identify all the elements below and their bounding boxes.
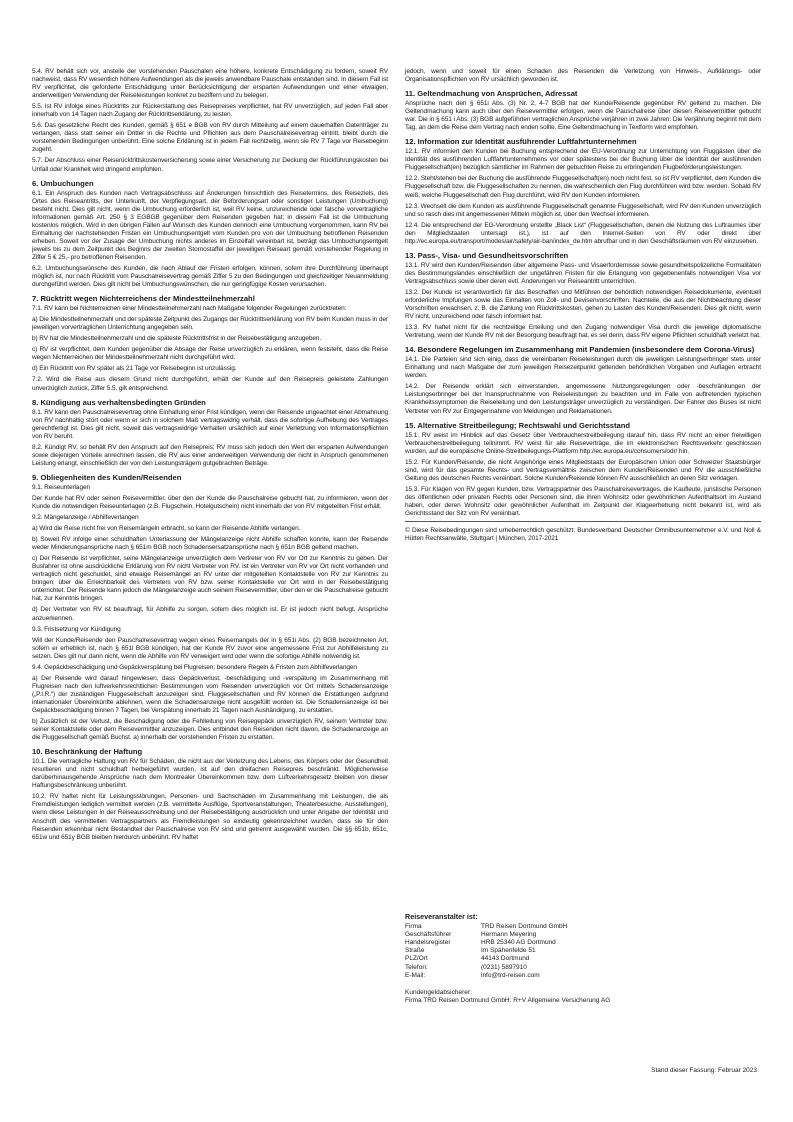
organizer-row	[405, 955, 567, 963]
organizer-block	[405, 913, 761, 1005]
paragraph: Ansprüche nach den § 651i Abs. (3) Nr. 2, 4-7 BGB hat der Kunde/Reisende gegenüber RV geltend zu machen. Die Geltendmachung kann auch über den Reisevermittler erfolgen, wenn die Pauschalreise über diesen Reisevermittler gebucht war. Die in § 651 i Abs. (3) BGB aufgeführten vertraglichen Ansprüche verjähren in zwei Jahren. Die Verjährung beginnt mit dem Tag, an dem die Reise dem Vertrag nach enden sollte. Eine Geltendmachung in Textform wird empfohlen.	[405, 100, 761, 132]
paragraph: 6.1. Ein Anspruch des Kunden nach Vertragsabschluss auf Änderungen hinsichtlich des Reisetermins, des Reiseziels, des Ortes des Reiseantritts, der Unterkunft, der Verpflegungsart, der Beförderungsart oder sonstiger Leistungen (Umbuchung) besteht nicht. Dies gilt nicht, wenn die Umbuchung erforderlich ist, weil RV keine, unzureichende oder falsche vorvertragliche Informationen gemäß Art. 250 § 3 EGBGB gegenüber dem Reisenden gegeben hat; in diesem Fall ist die Umbuchung kostenlos möglich. Wird in den übrigen Fällen auf Wunsch des Kunden dennoch eine Umbuchung vorgenommen, kann RV bei Einhaltung der nachstehenden Fristen ein Umbuchungsentgelt vom Kunden pro von der Umbuchung betroffenen Reisenden erheben. Soweit vor der Zusage der Umbuchung nichts anderes im Einzelfall vereinbart ist, beträgt das Umbuchungsentgelt jeweils bis zu dem Zeitpunkt des Beginns der zweiten Stornostaffel der jeweiligen Reiseart gemäß vorstehender Regelung in Ziffer 5 € 25,- pro betroffenen Reisenden.	[32, 189, 388, 261]
paragraph: 5.5. Ist RV infolge eines Rücktritts zur Rückerstattung des Reisepreises verpflichtet, hat RV unverzüglich, auf jeden Fall aber innerhalb von 14 Tagen nach Zugang der Rücktrittserklärung, zu leisten.	[32, 103, 388, 119]
paragraph: a) Die Mindestteilnehmerzahl und der späteste Zeitpunkt des Zugangs der Rücktrittserklärung von RV beim Kunden muss in der jeweiligen vorvertraglichen Unterrichtung angegeben sein.	[32, 316, 388, 332]
organizer-row	[405, 947, 567, 955]
paragraph: 13.3. RV haftet nicht für die rechtzeitige Erteilung und den Zugang notwendiger Visa durch die jeweilige diplomatische Vertretung, wenn der Kunde RV mit der Besorgung beauftragt hat, es sei denn, dass RV eigene Pflichten schuldhaft verletzt hat.	[405, 324, 761, 340]
paragraph: 13.1. RV wird den Kunden/Reisenden über allgemeine Pass- und Visaerfordernisse sowie gesundheitspolizeiliche Formalitäten des Bestimmungslandes einschließlich der ungefähren Fristen für die Erlangung von gegebenenfalls notwendigen Visa vor Vertragsabschluss sowie über deren evtl. Änderungen vor Reiseantritt unterrichten.	[405, 261, 761, 285]
paragraph: 12.2. Steht/stehen bei der Buchung die ausführende Fluggesellschaft(en) noch nicht fest, so ist RV verpflichtet, dem Kunden die Fluggesellschaft bzw. die Fluggesellschaften zu nennen, die wahrscheinlich den Flug durchführen wird bzw. werden. Sobald RV weiß, welche Fluggesellschaft den Flug durchführt, wird RV den Kunden informieren.	[405, 175, 761, 199]
paragraph: Der Kunde hat RV oder seinen Reisevermittler, über den der Kunde die Pauschalreise gebucht hat, zu informieren, wenn der Kunde die notwendigen Reiseunterlagen (z.B. Flugschein, Hotelgutschein) nicht innerhalb der von RV mitgeteilten Frist erhält.	[32, 494, 388, 510]
paragraph: b) Zusätzlich ist der Verlust, die Beschädigung oder die Fehlleitung von Reisegepäck unverzüglich RV, seinem Vertreter bzw. seiner Kontaktstelle oder dem Reisevermittler anzuzeigen. Dies entbindet den Reisenden nicht davon, die Schadenanzeige an die Fluggesellschaft gemäß Buchst. a) innerhalb der vorstehenden Fristen zu erstatten.	[32, 718, 388, 742]
paragraph: 12.4. Die entsprechend der EG-Verordnung erstellte „Black List“ (Fluggesellschaften, denen die Nutzung des Luftraumes über den Mitgliedstaaten untersagt ist.), ist auf den Internet-Seiten von RV oder direkt über http://ec.europa.eu/transport/modes/air/safety/air-ban/index_de.htm abrufbar und in den Geschäftsräumen von RV einzusehen.	[405, 221, 761, 245]
paragraph: Will der Kunde/Reisende den Pauschalreisevertrag wegen eines Reisemangels der in § 651i Abs. (2) BGB bezeichneten Art, sofern er erheblich ist, nach § 651l BGB kündigen, hat der Kunde RV zuvor eine angemessene Frist zur Abhilfeleistung zu setzen. Dies gilt nur dann nicht, wenn die Abhilfe von RV verweigert wird oder wenn die sofortige Abhilfe notwendig ist.	[32, 636, 388, 660]
organizer-key: Telefon:	[405, 963, 428, 971]
section-heading: 12. Information zur Identität ausführender Luftfahrtunternehmen	[405, 137, 637, 147]
paragraph: c) Der Reisende ist verpflichtet, seine Mängelanzeige unverzüglich dem Vertreter von RV vor Ort zur Kenntnis zu geben. Der Busfahrer ist ohne ausdrückliche Erklärung von RV nicht Vertreter von RV. Ist ein Vertreter von RV vor Ort nicht vorhanden und vertraglich nicht geschuldet, sind etwaige Reisemängel an RV unter der mitgeteilten Kontaktstelle von RV zur Kenntnis zu bringen; über die Erreichbarkeit des Vertreters von RV bzw. seiner Kontaktstelle vor Ort wird in der Reisebestätigung unterrichtet. Der Reisende kann jedoch die Mängelanzeige auch seinem Reisevermittler, über den er die Pauschalreise gebucht hat, zur Kenntnis bringen.	[32, 555, 388, 603]
section-heading: 7. Rücktritt wegen Nichterreichens der Mindestteilnehmerzahl	[32, 294, 255, 304]
organizer-key: Handelsregister	[405, 939, 451, 947]
paragraph: 7.1. RV kann bei Nichterreichen einer Mindestteilnehmerzahl nach Maßgabe folgender Regelungen zurücktreten:	[32, 305, 347, 313]
organizer-key: Geschäftsführer	[405, 931, 452, 939]
paragraph: 7.2. Wird die Reise aus diesem Grund nicht durchgeführt, erhält der Kunde auf den Reisepreis geleistete Zahlungen unverzüglich zurück, Ziffer 5.5. gilt entsprechend.	[32, 376, 388, 392]
paragraph: b) Soweit RV infolge einer schuldhaften Unterlassung der Mängelanzeige nicht Abhilfe schaffen konnte, kann der Reisende weder Minderungsansprüche nach § 651m BGB noch Schadensersatzansprüche nach § 651n BGB geltend machen.	[32, 536, 388, 552]
organizer-value: HRB 25340 AG Dortmund	[481, 939, 556, 947]
paragraph: 10.1. Die vertragliche Haftung von RV für Schäden, die nicht aus der Verletzung des Lebens, des Körpers oder der Gesundheit resultieren und nicht schuldhaft herbeigeführt wurden, ist auf den dreifachen Reisepreis beschränkt. Möglicherweise darüberhinausgehende Ansprüche nach dem Montrealer Übereinkommen bzw. dem Luftverkehrsgesetz bleiben von dieser Haftungsbeschränkung unberührt.	[32, 758, 388, 790]
paragraph: d) Der Vertreter von RV ist beauftragt, für Abhilfe zu sorgen, sofern dies möglich ist. Er ist jedoch nicht befugt, Ansprüche anzuerkennen.	[32, 606, 388, 622]
organizer-key: Straße	[405, 947, 425, 955]
organizer-table	[405, 923, 567, 980]
version-note: Stand dieser Fassung: Februar 2023	[651, 1067, 757, 1074]
section-heading: 14. Besondere Regelungen im Zusammenhang mit Pandemien (insbesondere dem Corona-Virus)	[405, 345, 755, 355]
paragraph: d) Ein Rücktritt von RV später als 21 Tage vor Reisebeginn ist unzulässig.	[32, 365, 237, 373]
paragraph: 12.1. RV informiert den Kunden bei Buchung entsprechend der EU-Verordnung zur Unterrichtung von Fluggästen über die Identität des ausführenden Luftfahrtunternehmens vor oder spätestens bei der Buchung über die Identität der ausführenden Fluggesellschaft(en) bezüglich sämtlicher im Rahmen der gebuchten Reise zu erbringenden Flugbeförderungsleistungen.	[405, 148, 761, 172]
paragraph: 15.2. Für Kunden/Reisende, die nicht Angehörige eines Mitgliedstaats der Europäischen Union oder Schweizer Staatsbürger sind, wird für das gesamte Rechts- und Vertragsverhältnis zwischen dem Kunden/Reisenden und RV die ausschließliche Geltung des deutschen Rechts vereinbart. Solche Kunden/Reisende können RV ausschließlich an deren Sitz verklagen.	[405, 458, 761, 482]
subsection-label: 9.1. Reiseunterlagen	[32, 483, 90, 491]
copyright-note: © Diese Reisebedingungen sind urheberrechtlich geschützt; Bundesverband Deutscher Omnibusunternehmer e.V. und Noll & Hütten Rechtsanwälte, Stuttgart | München, 2017-2021	[405, 521, 761, 543]
paragraph: 5.6. Das gesetzliche Recht des Kunden, gemäß § 651 e BGB von RV durch Mitteilung auf einem dauerhaften Datenträger zu verlangen, dass statt seiner ein Dritter in die Rechte und Pflichten aus dem Pauschalreisevertrag eintritt, bleibt durch die vorstehenden Bedingungen unberührt. Eine solche Erklärung ist in jedem Fall rechtzeitig, wenn sie RV 7 Tage vor Reisebeginn zugeht.	[32, 122, 388, 154]
paragraph: 12.3. Wechselt die dem Kunden als ausführende Fluggesellschaft genannte Fluggesellschaft, wird RV den Kunden unverzüglich und so rasch dies mit angemessenen Mitteln möglich ist, über den Wechsel informieren.	[405, 202, 761, 218]
paragraph: 5.4. RV behält sich vor, anstelle der vorstehenden Pauschalen eine höhere, konkrete Entschädigung zu fordern, soweit RV nachweist, dass RV wesentlich höhere Aufwendungen als die jeweils anwendbare Pauschale entstanden sind. In diesem Fall ist RV verpflichtet, die geforderte Entschädigung unter Berücksichtigung der ersparten Aufwendungen und einer etwaigen, anderweitigen Verwendung der Reiseleistungen konkret zu beziffern und zu belegen.	[32, 68, 388, 100]
paragraph: 13.2. Der Kunde ist verantwortlich für das Beschaffen und Mitführen der behördlich notwendigen Reisedokumente, eventuell erforderliche Impfungen sowie das Einhalten von Zoll- und Devisenvorschriften. Nachteile, die aus der Nichtbeachtung dieser Vorschriften erwachsen, z. B. die Zahlung von Rücktrittskosten, gehen zu Lasten des Kunden/Reisenden. Dies gilt nicht, wenn RV nicht, unzureichend oder falsch informiert hat.	[405, 288, 761, 321]
organizer-row	[405, 931, 567, 939]
section-heading: 10. Beschränkung der Haftung	[32, 747, 143, 757]
organizer-key: PLZ/Ort	[405, 955, 428, 963]
organizer-row	[405, 923, 567, 931]
paragraph: 9.4. Gepäckbeschädigung und Gepäckverspätung bei Flugreisen; besondere Regeln & Fristen zum Abhilfeverlangen	[32, 663, 357, 671]
organizer-value: TRD Reisen Dortmund GmbH	[481, 923, 568, 931]
organizer-key: Firma	[405, 923, 422, 931]
organizer-value: 44143 Dortmund	[481, 955, 530, 963]
section-heading: 13. Pass-, Visa- und Gesundheitsvorschriften	[405, 250, 569, 260]
section-heading: 15. Alternative Streitbeilegung; Rechtswahl und Gerichtsstand	[405, 420, 631, 430]
paragraph: 15.1. RV weist im Hinblick auf das Gesetz über Verbraucherstreitbeilegung darauf hin, dass RV nicht an einer freiwilligen Verbraucherstreitbeilegung teilnimmt. RV weist für alle Reiseverträge, die im elektronischen Rechtsverkehr geschlossen wurden, auf die europäische Online-Streitbeilegungs-Plattform http://ec.europa.eu/consumers/odr/ hin.	[405, 431, 761, 455]
paragraph: c) RV ist verpflichtet, dem Kunden gegenüber die Absage der Reise unverzüglich zu erklären, wenn feststeht, dass die Reise wegen Nichterreichen der Mindestteilnehmerzahl nicht durchgeführt wird.	[32, 346, 388, 362]
organizer-value: Hermann Meyering	[481, 931, 537, 939]
paragraph: 14.1. Die Parteien sind sich einig, dass die vereinbarten Reiseleistungen durch die jeweiligen Leistungserbringer stets unter Einhaltung und nach Maßgabe der zum jeweiligen Reisezeitpunkt geltenden behördlichen Vorgaben und Auflagen erbracht werden.	[405, 356, 761, 380]
organizer-value: Im Spähenfelde 51	[481, 947, 536, 955]
section-heading: 11. Geltendmachung von Ansprüchen, Adressat	[405, 89, 578, 99]
paragraph: 5.7. Der Abschluss einer Reiserücktrittskostenversicherung sowie einer Versicherung zur Deckung der Rückführungskosten bei Unfall oder Krankheit wird dringend empfohlen.	[32, 157, 388, 173]
insurance-label: Kundengeldabsicherer:	[405, 988, 472, 996]
section-heading: 9. Obliegenheiten des Kunden/Reisenden	[32, 472, 182, 482]
paragraph: 10.2. RV haftet nicht für Leistungsstörungen, Personen- und Sachschäden im Zusammenhang mit Leistungen, die als Fremdleistungen lediglich vermittelt werden (z.B. vermittelte Ausflüge, Sportveranstaltungen, Theaterbesuche, Ausstellungen), wenn diese Leistungen in der Reiseausschreibung und der Reisebestätigung ausdrücklich und unter Angabe der Identität und Anschrift des vermittelten Vertragspartners als Fremdleistungen so eindeutig gekennzeichnet wurden, dass sie für den Reisenden erkennbar nicht Bestandteil der Pauschalreise von RV sind und getrennt ausgewählt wurden. Die §§ 651b, 651c, 651w und 651y BGB bleiben hierdurch unberührt. RV haftet	[32, 793, 388, 841]
paragraph: 14.2. Der Reisende erklärt sich einverstanden, angemessene Nutzungsregelungen oder -beschränkungen der Leistungserbringer bei der Inanspruchnahme von Reiseleistungen zu beachten und im Falle von auftretenden typischen Krankheitssymptomen die Reiseleitung und den Leistungsträger unverzüglich zu verständigen. Der Fahrer des Buses ist nicht Vertreter von RV zur Entgegennahme von Meldungen und Reklamationen.	[405, 383, 761, 415]
left-column	[32, 68, 388, 845]
subsection-label: 9.3. Fristsetzung vor Kündigung	[32, 625, 121, 633]
organizer-value: info@trd-reisen.com	[481, 971, 540, 979]
paragraph: a) Der Reisende wird darauf hingewiesen, dass Gepäckverlust, -beschädigung und -verspätung im Zusammenhang mit Flugreisen nach den luftverkehrsrechtlichen Bestimmungen vom Reisenden unverzüglich vor Ort mittels Schadensanzeige („P.I.R.“) der zuständigen Fluggesellschaft anzuzeigen sind. Fluggesellschaften und RV können die Erstattungen aufgrund internationaler Übereinkünfte ablehnen, wenn die Schadensanzeige nicht ausgefüllt worden ist. Die Schadensanzeige ist bei Gepäckbeschädigung binnen 7 Tagen, bei Verspätung innerhalb 21 Tagen nach Aushändigung, zu erstatten.	[32, 674, 388, 714]
organizer-row	[405, 964, 567, 972]
subsection-label: 9.2. Mängelanzeige / Abhilfeverlangen	[32, 514, 139, 522]
section-heading: 8. Kündigung aus verhaltensbedingten Gründen	[32, 397, 206, 407]
paragraph: 6.2. Umbuchungswünsche des Kunden, die nach Ablauf der Fristen erfolgen, können, sofern ihre Durchführung überhaupt möglich ist, nur nach Rücktritt vom Pauschalreisevertrag gemäß Ziffer 5 zu den Bedingungen und gleichzeitiger Neuanmeldung durchgeführt werden. Dies gilt nicht bei Umbuchungswünschen, die nur geringfügige Kosten verursachen.	[32, 264, 388, 289]
organizer-row	[405, 972, 567, 980]
paragraph: 8.2. Kündigt RV, so behält RV den Anspruch auf den Reisepreis; RV muss sich jedoch den Wert der ersparten Aufwendungen sowie diejenigen Vorteile anrechnen lassen, die RV aus einer anderweitigen Verwendung der nicht in Anspruch genommenen Leistung erlangt, einschließlich der von den Leistungsträgern gutgebrachten Beträge.	[32, 443, 388, 467]
organizer-key: E-Mail:	[405, 971, 426, 979]
paragraph: jedoch, wenn und soweit für einen Schaden des Reisenden die Verletzung von Hinweis-, Aufklärungs- oder Organisationspflichten von RV ursächlich geworden ist.	[405, 68, 761, 84]
paragraph: 15.3. Für Klagen von RV gegen Kunden, bzw. Vertragspartner des Pauschalreisevertrages, die Kaufleute, juristische Personen des öffentlichen oder privaten Rechts oder Personen sind, die ihren Wohnsitz oder gewöhnlichen Aufenthaltsort im Ausland haben, oder deren Wohnsitz oder gewöhnlicher Aufenthalt im Zeitpunkt der Klageerhebung nicht bekannt ist, wird als Gerichtsstand der Sitz von RV vereinbart.	[405, 485, 761, 517]
terms-page	[32, 68, 761, 1088]
section-heading: 6. Umbuchungen	[32, 178, 94, 188]
paragraph: a) Wird die Reise nicht frei von Reisemängeln erbracht, so kann der Reisende Abhilfe verlangen.	[32, 525, 301, 533]
organizer-title: Reiseveranstalter ist:	[405, 912, 478, 921]
organizer-value: (0231) 5897910	[481, 963, 527, 971]
paragraph: 8.1. RV kann den Pauschalreisevertrag ohne Einhaltung einer Frist kündigen, wenn der Reisende ungeachtet einer Abmahnung von RV nachhaltig stört oder wenn er sich in solchem Maß vertragswidrig verhält, dass die sofortige Aufhebung des Vertrages gerechtfertigt ist. Dies gilt nicht, soweit das vertragswidrige Verhalten ursächlich auf einer Verletzung von Informationspflichten von RV beruht.	[32, 408, 388, 440]
paragraph: b) RV hat die Mindestteilnehmerzahl und die späteste Rücktrittsfrist in der Reisebestätigung anzugeben.	[32, 335, 322, 343]
organizer-row	[405, 939, 567, 947]
right-column	[405, 68, 761, 546]
insurance-text: Firma TRD Reisen Dortmund GmbH: R+V Allgemeine Versicherung AG	[405, 996, 611, 1004]
